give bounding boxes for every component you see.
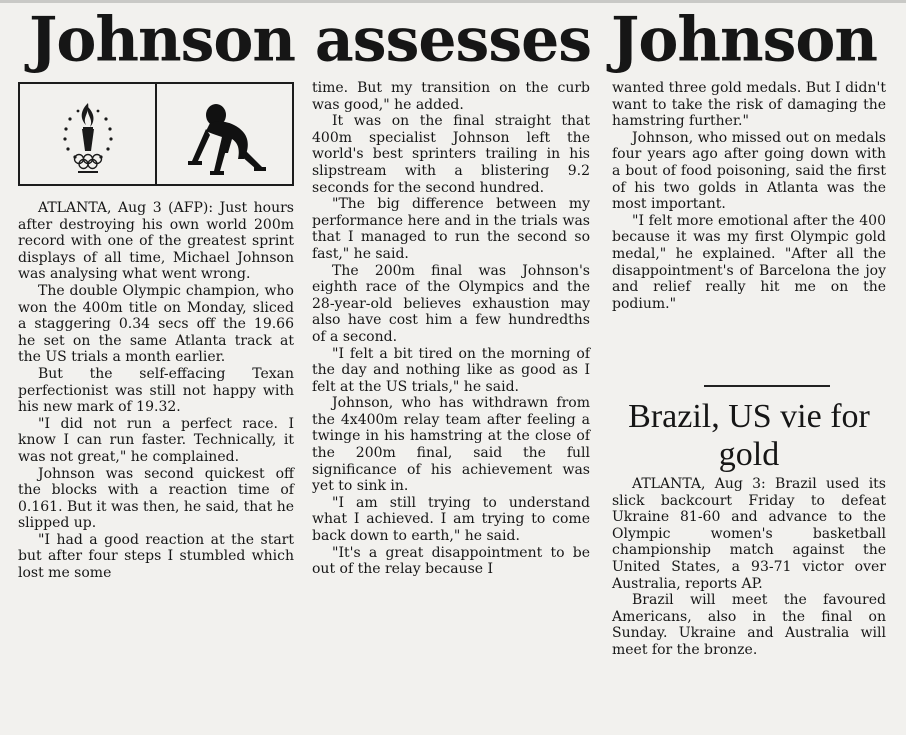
paragraph: ATLANTA, Aug 3 (AFP): Just hours after destroying his own world 200m record with one of the greatest sprint displays of all time, Michael Johnson was analysing what went wrong. xyxy=(18,200,294,283)
brazil-article xyxy=(612,476,886,659)
paragraph: But the self-effacing Texan perfectionist was still not happy with his new mark of 19.32. xyxy=(18,365,294,416)
paragraph: Johnson, who missed out on medals four years ago after going down with a bout of food poisoning, said the first of his two golds in Atlanta was the most important. xyxy=(612,129,886,213)
article-column-3 xyxy=(612,80,886,312)
article-divider xyxy=(704,385,830,387)
headline: Johnson assesses Johnson xyxy=(28,4,878,76)
paragraph: Johnson was second quickest off the blocks with a reaction time of 0.161. But it was then, he said, that he slipped up. xyxy=(18,465,294,532)
sprinter-logo-box xyxy=(155,84,292,184)
paragraph: It was on the final straight that 400m specialist Johnson left the world's best sprinters trailing in his slipstream with a blistering 9.2 seconds for the second hundred. xyxy=(312,113,590,196)
paragraph: "It's a great disappointment to be out of the relay because I xyxy=(312,544,590,578)
sprinter-in-blocks-icon xyxy=(170,89,280,179)
paragraph: wanted three gold medals. But I didn't want to take the risk of damaging the hamstring further." xyxy=(612,80,886,130)
paragraph: "I am still trying to understand what I achieved. I am trying to come back down to earth," he said. xyxy=(312,494,590,545)
paragraph: ATLANTA, Aug 3: Brazil used its slick backcourt Friday to defeat Ukraine 81-60 and advance to the Olympic women's basketball championship match against the United States, a 93-71 victor over Australia, reports AP. xyxy=(612,476,886,592)
paragraph: "I felt more emotional after the 400 because it was my first Olympic gold medal," he explained. "After all the disappointment's of Barcelona the joy and relief really hit me on the podium." xyxy=(612,212,886,312)
logo-panel xyxy=(18,82,294,186)
paragraph: "I had a good reaction at the start but after four steps I stumbled which lost me some xyxy=(18,531,294,582)
paragraph: "The big difference between my performance here and in the trials was that I managed to run the second so fast," he said. xyxy=(312,196,590,262)
paragraph: Brazil will meet the favoured Americans, also in the final on Sunday. Ukraine and Australia will meet for the bronze. xyxy=(612,592,886,658)
paragraph: time. But my transition on the curb was good," he added. xyxy=(312,80,590,113)
olympic-logo-box xyxy=(20,84,155,184)
article-column-2 xyxy=(312,80,590,578)
paragraph: The double Olympic champion, who won the 400m title on Monday, sliced a staggering 0.34 secs off the 19.66 he set on the same Atlanta track at the US trials a month earlier. xyxy=(18,282,294,366)
paragraph: The 200m final was Johnson's eighth race of the Olympics and the 28-year-old believes exhaustion may also have cost him a few hundredths of a second. xyxy=(312,262,590,345)
paragraph: "I did not run a perfect race. I know I can run faster. Technically, it was not great," he complained. xyxy=(18,415,294,465)
article-column-1 xyxy=(18,200,294,582)
paragraph: Johnson, who has withdrawn from the 4x400m relay team after feeling a twinge in his hamstring at the close of the 200m final, said the full significance of his achievement was yet to sink in. xyxy=(312,395,590,495)
olympic-torch-logo-icon xyxy=(48,89,128,179)
paragraph: "I felt a bit tired on the morning of the day and nothing like as good as I felt at the US trials," he said. xyxy=(312,345,590,395)
brazil-headline: Brazil, US vie for gold xyxy=(628,398,870,473)
